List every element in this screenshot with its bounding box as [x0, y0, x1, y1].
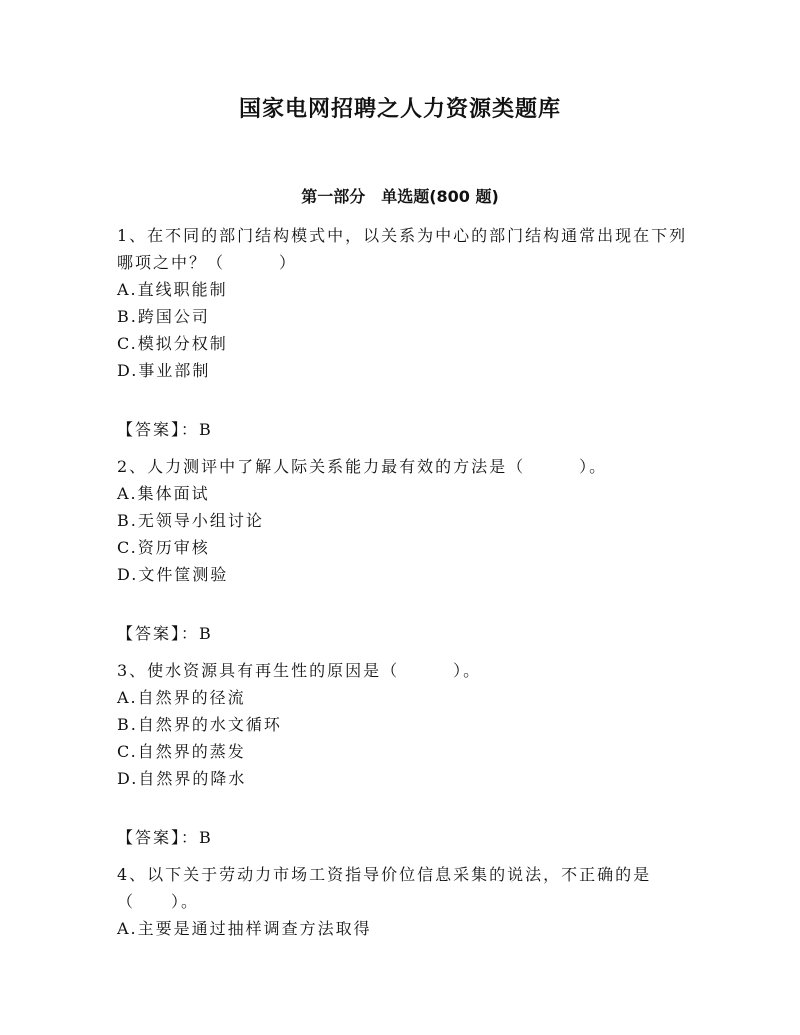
- option-a: A.自然界的径流: [117, 688, 246, 707]
- option-b: B.跨国公司: [117, 307, 210, 326]
- section-title: 第一部分 单选题(800 题): [301, 187, 499, 206]
- option-a: A.直线职能制: [117, 280, 228, 299]
- option-b: B.无领导小组讨论: [117, 511, 264, 530]
- option-b: B.自然界的水文循环: [117, 715, 282, 734]
- answer-line: [117, 620, 697, 647]
- question-2: [117, 453, 697, 647]
- answer-value: B: [199, 828, 213, 847]
- option-c: C.资历审核: [117, 538, 210, 557]
- option-list: [117, 915, 697, 942]
- answer-label: 【答案】：: [117, 624, 200, 643]
- option-list: [117, 480, 697, 588]
- option-a: A.主要是通过抽样调查方法取得: [117, 919, 372, 938]
- answer-label: 【答案】：: [117, 420, 200, 439]
- option-d: D.自然界的降水: [117, 769, 247, 788]
- option-d: D.事业部制: [117, 361, 211, 380]
- question-stem: 2、人力测评中了解人际关系能力最有效的方法是（ ）。: [117, 457, 608, 476]
- option-list: [117, 684, 697, 792]
- answer-value: B: [199, 420, 213, 439]
- option-a: A.集体面试: [117, 484, 210, 503]
- answer-value: B: [199, 624, 213, 643]
- answer-label: 【答案】：: [117, 828, 200, 847]
- question-4: [117, 861, 697, 942]
- option-d: D.文件筐测验: [117, 565, 229, 584]
- question-stem: 3、使水资源具有再生性的原因是（ ）。: [117, 661, 482, 680]
- option-c: C.自然界的蒸发: [117, 742, 246, 761]
- answer-line: [117, 824, 697, 851]
- question-stem: 1、在不同的部门结构模式中，以关系为中心的部门结构通常出现在下列哪项之中？（ ）: [117, 226, 688, 272]
- document-title: 国家电网招聘之人力资源类题库: [238, 97, 561, 122]
- question-3: [117, 657, 697, 851]
- question-1: [117, 222, 697, 443]
- question-stem: 4、以下关于劳动力市场工资指导价位信息采集的说法，不正确的是（ ）。: [117, 865, 652, 911]
- answer-line: [117, 416, 697, 443]
- option-c: C.模拟分权制: [117, 334, 228, 353]
- option-list: [117, 276, 697, 384]
